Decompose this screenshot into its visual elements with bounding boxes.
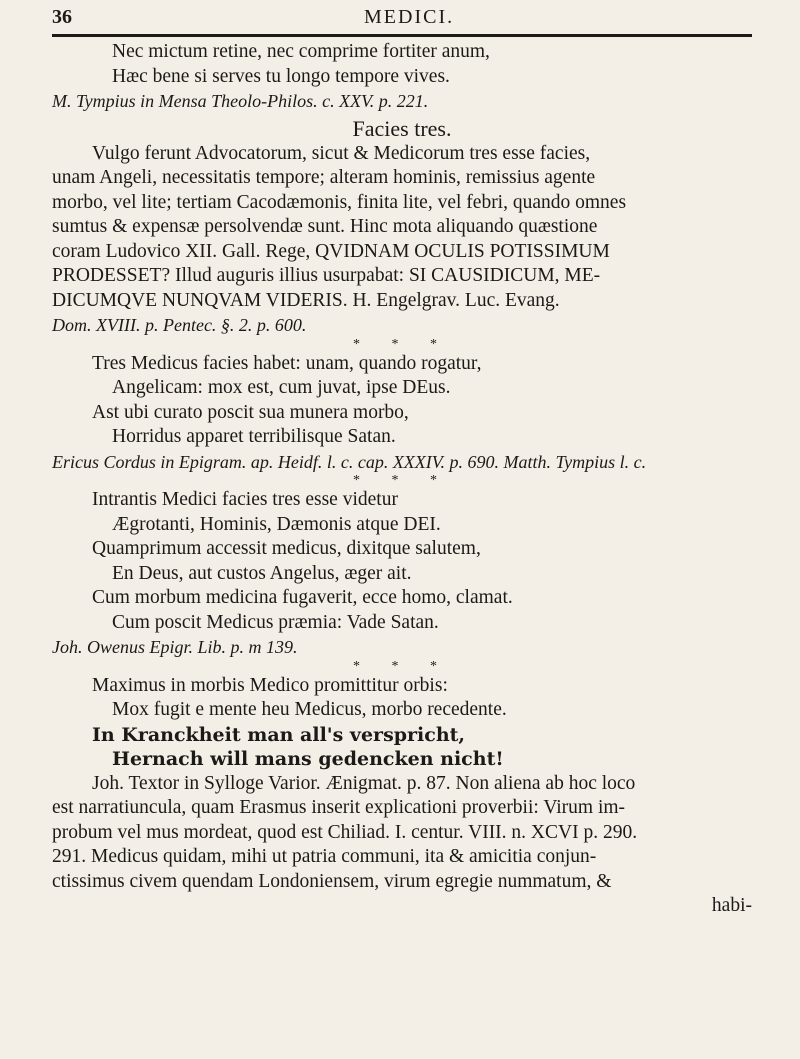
verse-line: Tres Medicus facies habet: unam, quando rogatur,: [92, 352, 482, 374]
citation: Ericus Cordus in Epigram. ap. Heidf. l. c. cap. XXXIV. p. 690. Matth. Tympius l. c.: [52, 451, 647, 472]
prose-line: ctissimus civem quendam Londoniensem, virum egregie nummatum, &: [52, 870, 612, 892]
german-verse-line: Hernach will mans gedencken nicht!: [112, 748, 504, 770]
prose-line: sumtus & expensæ persolvendæ sunt. Hinc mota aliquando quæstione: [52, 216, 598, 237]
prose-line: Vulgo ferunt Advocatorum, sicut & Medicorum tres esse facies,: [92, 142, 591, 164]
verse-line: Cum poscit Medicus præmia: Vade Satan.: [112, 611, 439, 633]
prose-line: probum vel mus mordeat, quod est Chiliad. I. centur. VIII. n. XCVI p. 290.: [52, 821, 638, 843]
prose-line: 291. Medicus quidam, mihi ut patria communi, ita & amicitia conjun-: [52, 846, 597, 867]
verse-line: En Deus, aut custos Angelus, æger ait.: [112, 562, 412, 584]
verse-line: Intrantis Medici facies tres esse videtur: [92, 489, 398, 510]
citation: M. Tympius in Mensa Theolo-Philos. c. XXV. p. 221.: [52, 91, 429, 111]
ornament-stars: * * *: [353, 658, 451, 674]
citation: Dom. XVIII. p. Pentec. §. 2. p. 600.: [52, 315, 307, 335]
ornament-stars: * * *: [353, 473, 451, 488]
page-number: 36: [52, 6, 72, 28]
verse-line: Ægrotanti, Hominis, Dæmonis atque DEI.: [112, 513, 441, 535]
citation: Joh. Owenus Epigr. Lib. p. m 139.: [52, 637, 298, 657]
prose-line: unam Angeli, necessitatis tempore; alteram hominis, remissius agente: [52, 167, 596, 188]
verse-line: Quamprimum accessit medicus, dixitque salutem,: [92, 538, 481, 559]
prose-line: morbo, vel lite; tertiam Cacodæmonis, finita lite, vel febri, quando omnes: [52, 191, 627, 213]
verse-line: Hæc bene si serves tu longo tempore vives.: [112, 65, 450, 87]
german-verse-line: In Kranckheit man all's verspricht,: [92, 723, 466, 746]
page-header: [52, 6, 752, 36]
verse-line: Mox fugit e mente heu Medicus, morbo recedente.: [112, 699, 507, 720]
running-title: MEDICI.: [364, 6, 455, 28]
verse-line: Cum morbum medicina fugaverit, ecce homo, clamat.: [92, 587, 513, 608]
prose-line: DICUMQVE NUNQVAM VIDERIS. H. Engelgrav. Luc. Evang.: [52, 289, 560, 311]
ornament-stars: * * *: [353, 336, 451, 352]
catchword: habi-: [711, 895, 752, 916]
verse-line: Angelicam: mox est, cum juvat, ipse DEus.: [112, 377, 451, 398]
prose-line: Joh. Textor in Sylloge Varior. Ænigmat. p. 87. Non aliena ab hoc loco: [92, 772, 636, 794]
prose-line: est narratiuncula, quam Erasmus inserit explicationi proverbii: Virum im-: [52, 797, 626, 818]
verse-line: Ast ubi curato poscit sua munera morbo,: [92, 401, 409, 423]
section-heading: Facies tres.: [352, 115, 452, 141]
prose-line: PRODESSET? Illud auguris illius usurpabat: SI CAUSIDICUM, ME-: [52, 265, 601, 286]
header-rule: [52, 34, 752, 37]
prose-line: coram Ludovico XII. Gall. Rege, QVIDNAM OCULIS POTISSIMUM: [52, 240, 610, 262]
verse-line: Horridus apparet terribilisque Satan.: [112, 426, 396, 447]
verse-line: Maximus in morbis Medico promittitur orbis:: [92, 674, 448, 696]
verse-line: Nec mictum retine, nec comprime fortiter anum,: [112, 41, 490, 62]
page-body: [52, 40, 752, 919]
